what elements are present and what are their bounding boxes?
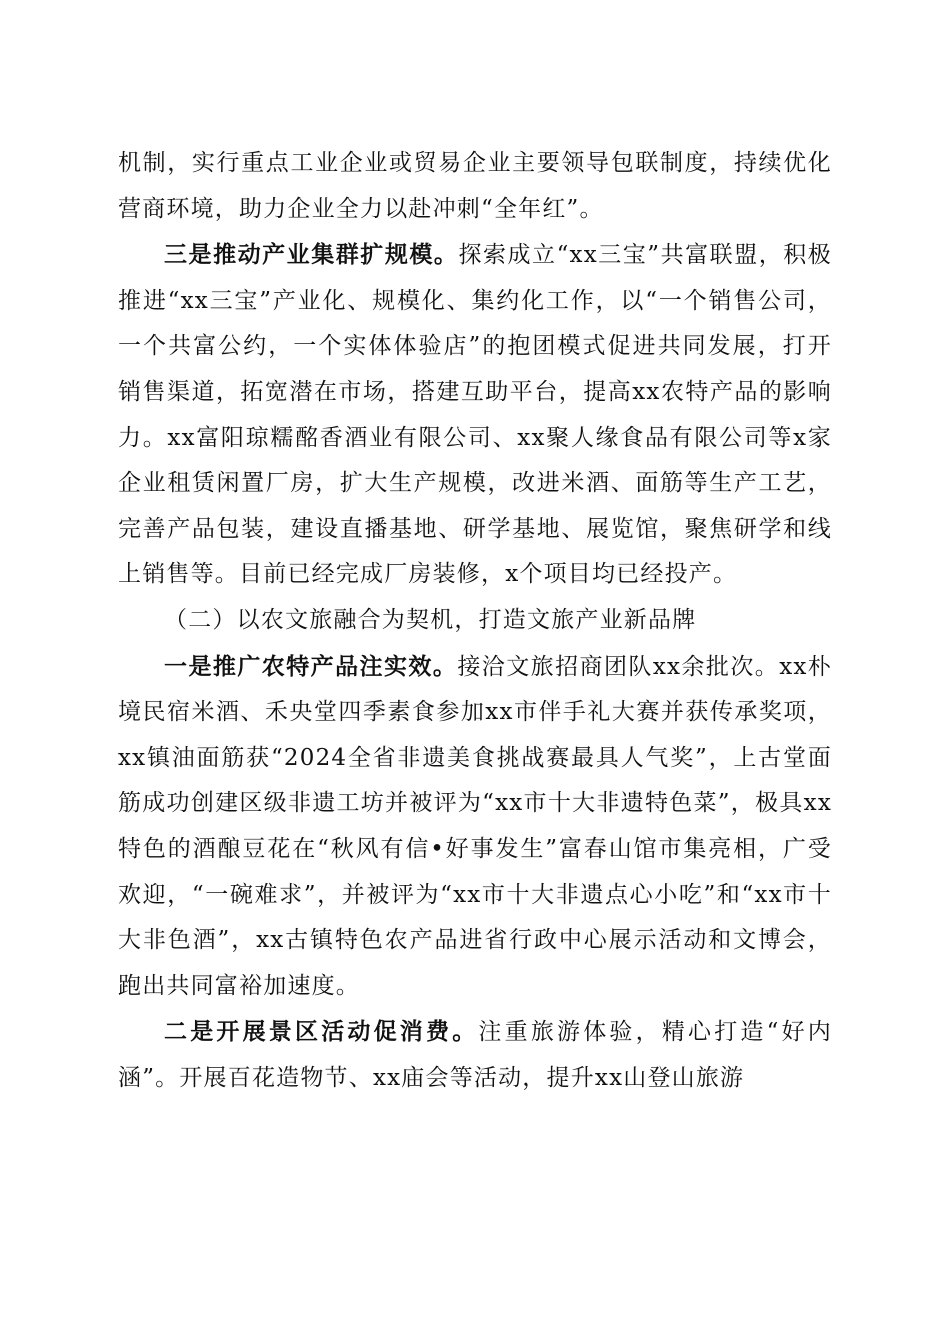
paragraph-lead: 一是推广农特产品注实效。: [164, 652, 458, 680]
document-body: [118, 141, 832, 1101]
paragraph-text: 接洽文旅招商团队xx余批次。xx朴境民宿米酒、禾央堂四季素食参加xx市伴手礼大赛并获传承奖项，xx镇油面筋获“2024全省非遗美食挑战赛最具人气奖”，上古堂面筋成功创建区级非遗工坊并被评为“xx市十大非遗特色菜”，极具xx特色的酒酿豆花在“秋风有信•好事发生”富春山馆市集亮相，广受欢迎，“一碗难求”，并被评为“xx市十大非遗点心小吃”和“xx市十大非色酒”，xx古镇特色农产品进省行政中心展示活动和文博会，跑出共同富裕加速度。: [118, 653, 832, 999]
paragraph-text: 注重旅游体验，精心打造“好内涵”。开展百花造物节、xx庙会等活动，提升xx山登山旅游: [118, 1019, 832, 1091]
paragraph-scenic-activities: [118, 1009, 832, 1101]
paragraph-industry-cluster: [118, 232, 832, 598]
section-heading: （二）以农文旅融合为契机，打造文旅产业新品牌: [164, 606, 697, 633]
paragraph-continuation: [118, 141, 832, 232]
paragraph-lead: 二是开展景区活动促消费。: [164, 1018, 479, 1046]
paragraph-lead: 三是推动产业集群扩规模。: [164, 241, 459, 269]
paragraph-text: 机制，实行重点工业企业或贸易企业主要领导包联制度，持续优化营商环境，助力企业全力以赴冲刺“全年红”。: [118, 150, 832, 222]
paragraph-text: 探索成立“xx三宝”共富联盟，积极推进“xx三宝”产业化、规模化、集约化工作，以“一个销售公司，一个共富公约，一个实体体验店”的抱团模式促进共同发展，打开销售渠道，拓宽潜在市场，搭建互助平台，提高xx农特产品的影响力。xx富阳琼糯酩香酒业有限公司、xx聚人缘食品有限公司等x家企业租赁闲置厂房，扩大生产规模，改进米酒、面筋等生产工艺，完善产品包装，建设直播基地、研学基地、展览馆，聚焦研学和线上销售等。目前已经完成厂房装修，x个项目均已经投产。: [118, 242, 832, 588]
paragraph-agri-products: [118, 644, 832, 1010]
